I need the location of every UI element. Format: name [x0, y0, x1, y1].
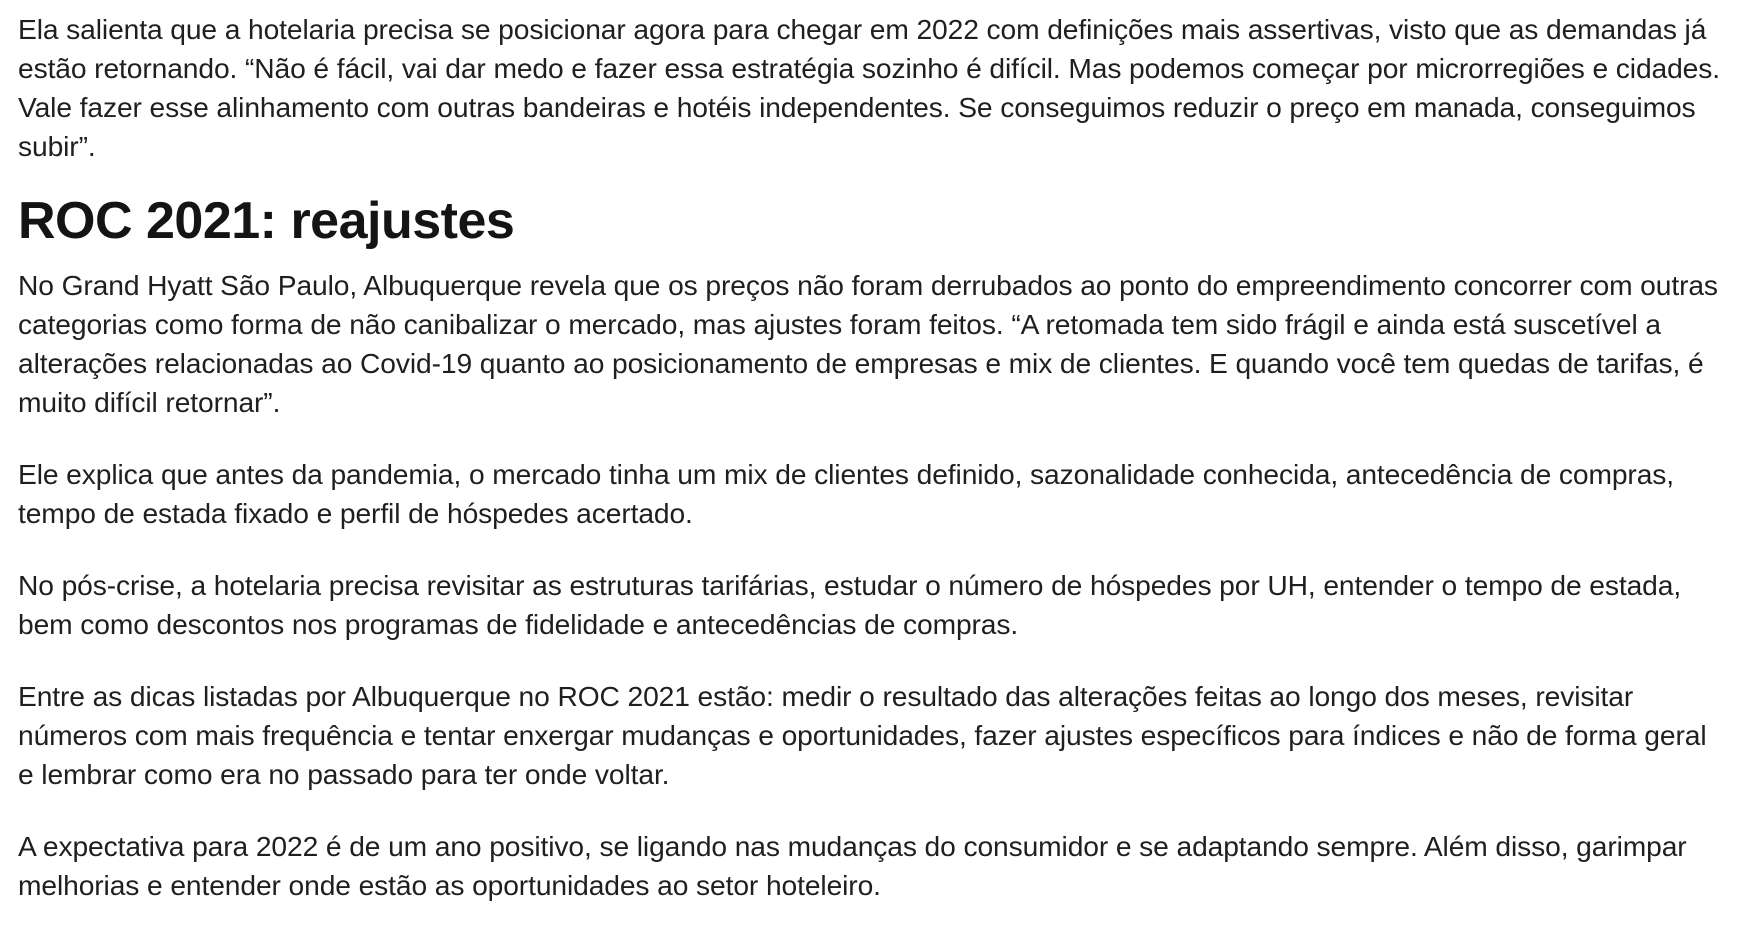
paragraph-pre-pandemic-market: Ele explica que antes da pandemia, o mercado tinha um mix de clientes definido, sazonalidade conhecida, antecedência de compras, tempo de estada fixado e perfil de hóspedes acertado.: [18, 458, 1675, 529]
paragraph-post-crisis: No pós-crise, a hotelaria precisa revisitar as estruturas tarifárias, estudar o número de hóspedes por UH, entender o tempo de estada, bem como descontos nos programas de fidelidade e antecedências de compras.: [18, 569, 1682, 640]
paragraph-roc-tips: Entre as dicas listadas por Albuquerque no ROC 2021 estão: medir o resultado das alterações feitas ao longo dos meses, revisitar números com mais frequência e tentar enxergar mudanças e oportunidades, fazer ajustes específicos para índices e não de forma geral e lembrar como era no passado para ter onde voltar.: [18, 680, 1707, 790]
section-heading: ROC 2021: reajustes: [18, 192, 515, 250]
paragraph-grand-hyatt: No Grand Hyatt São Paulo, Albuquerque revela que os preços não foram derrubados ao ponto do empreendimento concorrer com outras categorias como forma de não canibalizar o mercado, mas ajustes foram feitos. “A retomada tem sido frágil e ainda está suscetível a alterações relacionadas ao Covid-19 quanto ao posicionamento de empresas e mix de clientes. E quando você tem quedas de tarifas, é muito difícil retornar”.: [18, 269, 1718, 418]
intro-paragraph: Ela salienta que a hotelaria precisa se posicionar agora para chegar em 2022 com definições mais assertivas, visto que as demandas já estão retornando. “Não é fácil, vai dar medo e fazer essa estratégia sozinho é difícil. Mas podemos começar por microrregiões e cidades. Vale fazer esse alinhamento com outras bandeiras e hotéis independentes. Se conseguimos reduzir o preço em manada, conseguimos subir”.: [18, 13, 1720, 162]
paragraph-expectations-2022: A expectativa para 2022 é de um ano positivo, se ligando nas mudanças do consumidor e se adaptando sempre. Além disso, garimpar melhorias e entender onde estão as oportunidades ao setor hoteleiro.: [18, 830, 1687, 901]
article-body: [18, 10, 1728, 938]
